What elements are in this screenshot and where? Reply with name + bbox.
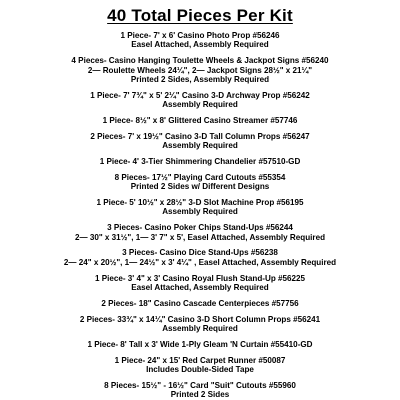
kit-item — [8, 223, 392, 242]
kit-item-detail: Printed 2 Sides w/ Different Designs — [130, 182, 270, 192]
kit-item-title: 2 Pieces- 7' x 19½" Casino 3-D Tall Column Props #56247 — [90, 131, 310, 141]
kit-item — [8, 315, 392, 334]
kit-item — [8, 157, 392, 166]
kit-item-detail: Printed 2 Sides — [170, 390, 230, 400]
kit-item-detail: Assembly Required — [162, 324, 238, 334]
kit-item-title: 4 Pieces- Casino Hanging Toulette Wheels & Jackpot Signs #56240 — [71, 56, 329, 66]
kit-item-title: 1 Piece- 24" x 15' Red Carpet Runner #50087 — [114, 355, 286, 365]
kit-item-detail: Easel Attached, Assembly Required — [131, 283, 269, 293]
kit-item-title: 1 Piece- 8' Tall x 3' Wide 1-Ply Gleam 'N Curtain #55410-GD — [87, 339, 313, 349]
kit-item-title: 3 Pieces- Casino Dice Stand-Ups #56238 — [122, 248, 278, 258]
kit-item-title: 2 Pieces- 18" Casino Cascade Centerpieces #57756 — [101, 298, 299, 308]
kit-item — [8, 381, 392, 400]
kit-item-title: 1 Piece- 8½" x 8' Glittered Casino Streamer #57746 — [102, 116, 298, 126]
kit-item-detail: Assembly Required — [162, 141, 238, 151]
kit-item-title: 1 Piece- 7' 7¾" x 5' 2¼" Casino 3-D Archway Prop #56242 — [90, 90, 310, 100]
kit-item-title: 2 Pieces- 33¾" x 14¼" Casino 3-D Short Column Props #56241 — [79, 314, 321, 324]
kit-item — [8, 91, 392, 110]
kit-item-detail: 2— 30" x 31½", 1— 3' 7" x 5', Easel Attached, Assembly Required — [74, 232, 326, 242]
kit-item-title: 1 Piece- 7' x 6' Casino Photo Prop #56246 — [120, 31, 280, 40]
kit-item — [8, 116, 392, 125]
kit-item — [8, 56, 392, 84]
kit-item-list — [8, 31, 392, 400]
kit-item — [8, 356, 392, 375]
page-title: 40 Total Pieces Per Kit — [107, 6, 293, 25]
kit-item — [8, 299, 392, 308]
kit-item-detail: Assembly Required — [162, 100, 238, 110]
kit-item-title: 8 Pieces- 17½" Playing Card Cutouts #55354 — [114, 172, 286, 182]
kit-item — [8, 173, 392, 192]
kit-item-title: 1 Piece- 3' 4" x 3' Casino Royal Flush Stand-Up #56225 — [94, 273, 306, 283]
kit-item-title: 3 Pieces- Casino Poker Chips Stand-Ups #56244 — [107, 223, 293, 233]
kit-item-detail: 2— 24" x 20½", 1— 24½" x 3' 4¼" , Easel Attached, Assembly Required — [63, 257, 337, 267]
kit-item — [8, 198, 392, 217]
kit-item-detail: Assembly Required — [162, 207, 238, 217]
kit-item — [8, 248, 392, 267]
kit-item — [8, 274, 392, 293]
kit-item-detail: Includes Double-Sided Tape — [146, 365, 254, 375]
kit-item-detail: 2— Roulette Wheels 24¼", 2— Jackpot Signs 28½" x 21¼" — [87, 65, 313, 75]
kit-item-title: 1 Piece- 4' 3-Tier Shimmering Chandelier #57510-GD — [99, 157, 301, 167]
kit-item-title: 8 Pieces- 15½" - 16½" Card "Suit" Cutouts #55960 — [104, 380, 296, 390]
kit-item-detail: Easel Attached, Assembly Required — [131, 40, 269, 50]
kit-item-title: 1 Piece- 5' 10½" x 28½" 3-D Slot Machine Prop #56195 — [96, 198, 304, 208]
kit-item — [8, 132, 392, 151]
kit-item — [8, 340, 392, 349]
kit-item-detail: Printed 2 Sides, Assembly Required — [130, 75, 270, 85]
kit-item — [8, 31, 392, 50]
